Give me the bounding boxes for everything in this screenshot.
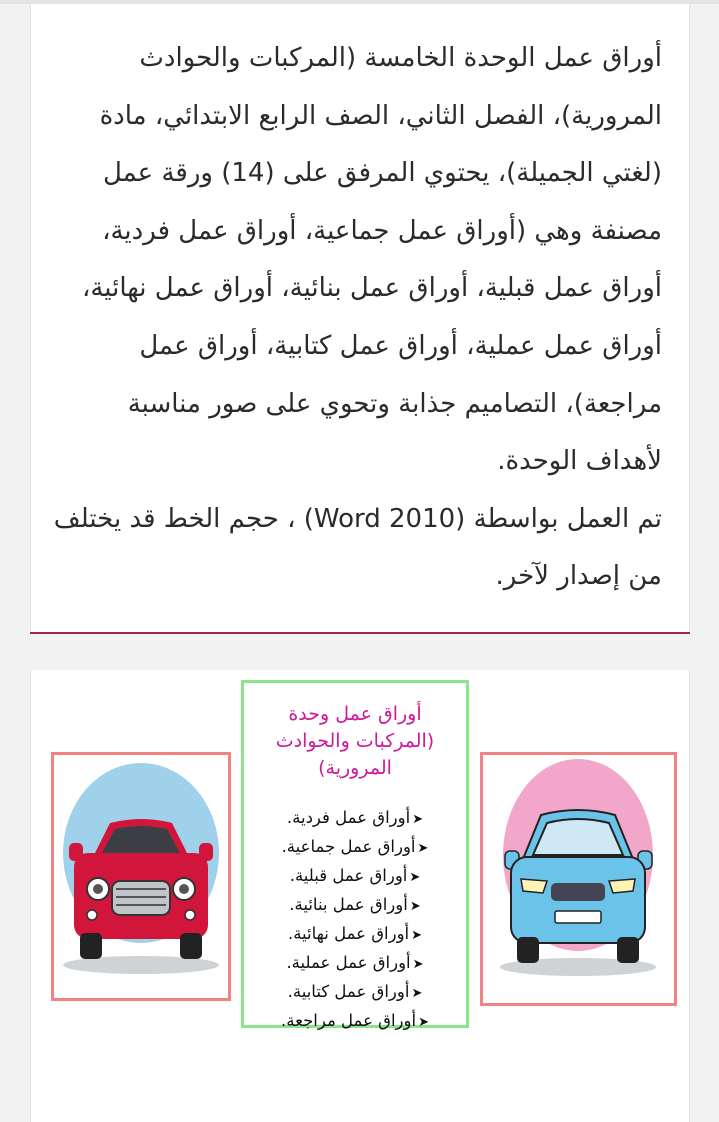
post-description xyxy=(50,30,662,606)
arrow-bullet-icon: ➤ xyxy=(418,1015,429,1030)
blue-car-icon xyxy=(483,755,674,1003)
blue-car-frame xyxy=(480,752,677,1006)
arrow-bullet-icon: ➤ xyxy=(417,841,429,856)
list-item: ➤أوراق عمل مراجعة. xyxy=(281,1011,429,1030)
list-item: ➤أوراق عمل جماعية. xyxy=(281,837,429,856)
red-car-frame xyxy=(51,752,231,1001)
list-item: ➤أوراق عمل نهائية. xyxy=(287,924,423,943)
list-item: ➤أوراق عمل بنائية. xyxy=(289,895,421,914)
description-paragraph: تم العمل بواسطة (Word 2010) ، حجم الخط قد يختلف من إصدار لآخر. xyxy=(53,503,662,592)
worksheet-list xyxy=(244,804,466,1036)
arrow-bullet-icon: ➤ xyxy=(409,870,421,885)
arrow-bullet-icon: ➤ xyxy=(411,928,423,943)
arrow-bullet-icon: ➤ xyxy=(412,812,424,827)
list-item: ➤أوراق عمل قبلية. xyxy=(289,866,421,885)
description-paragraph: أوراق عمل الوحدة الخامسة (المركبات والحوادث المرورية)، الفصل الثاني، الصف الرابع الابتدائي، مادة (لغتي الجميلة)، يحتوي المرفق على (14) ورقة عمل مصنفة وهي (أوراق عمل جماعية، أوراق عمل فردية، أوراق عمل قبلية، أوراق عمل بنائية، أوراق عمل نهائية، أوراق عمل عملية، أوراق عمل كتابية، أوراق عمل مراجعة)، التصاميم جذابة وتحوي على صور مناسبة لأهداف الوحدة. xyxy=(81,43,662,477)
arrow-bullet-icon: ➤ xyxy=(412,957,424,972)
card-accent-line xyxy=(30,632,690,634)
list-item: ➤أوراق عمل فردية. xyxy=(286,808,424,827)
cover-image xyxy=(32,672,688,1040)
arrow-bullet-icon: ➤ xyxy=(409,899,421,914)
red-car-icon xyxy=(54,755,228,998)
list-item: ➤أوراق عمل كتابية. xyxy=(287,982,423,1001)
list-item: ➤أوراق عمل عملية. xyxy=(286,953,424,972)
arrow-bullet-icon: ➤ xyxy=(411,986,423,1001)
poster-title: أوراق عمل وحدة (المركبات والحوادث المرورية) xyxy=(275,703,435,779)
worksheet-list-box xyxy=(241,680,469,1028)
